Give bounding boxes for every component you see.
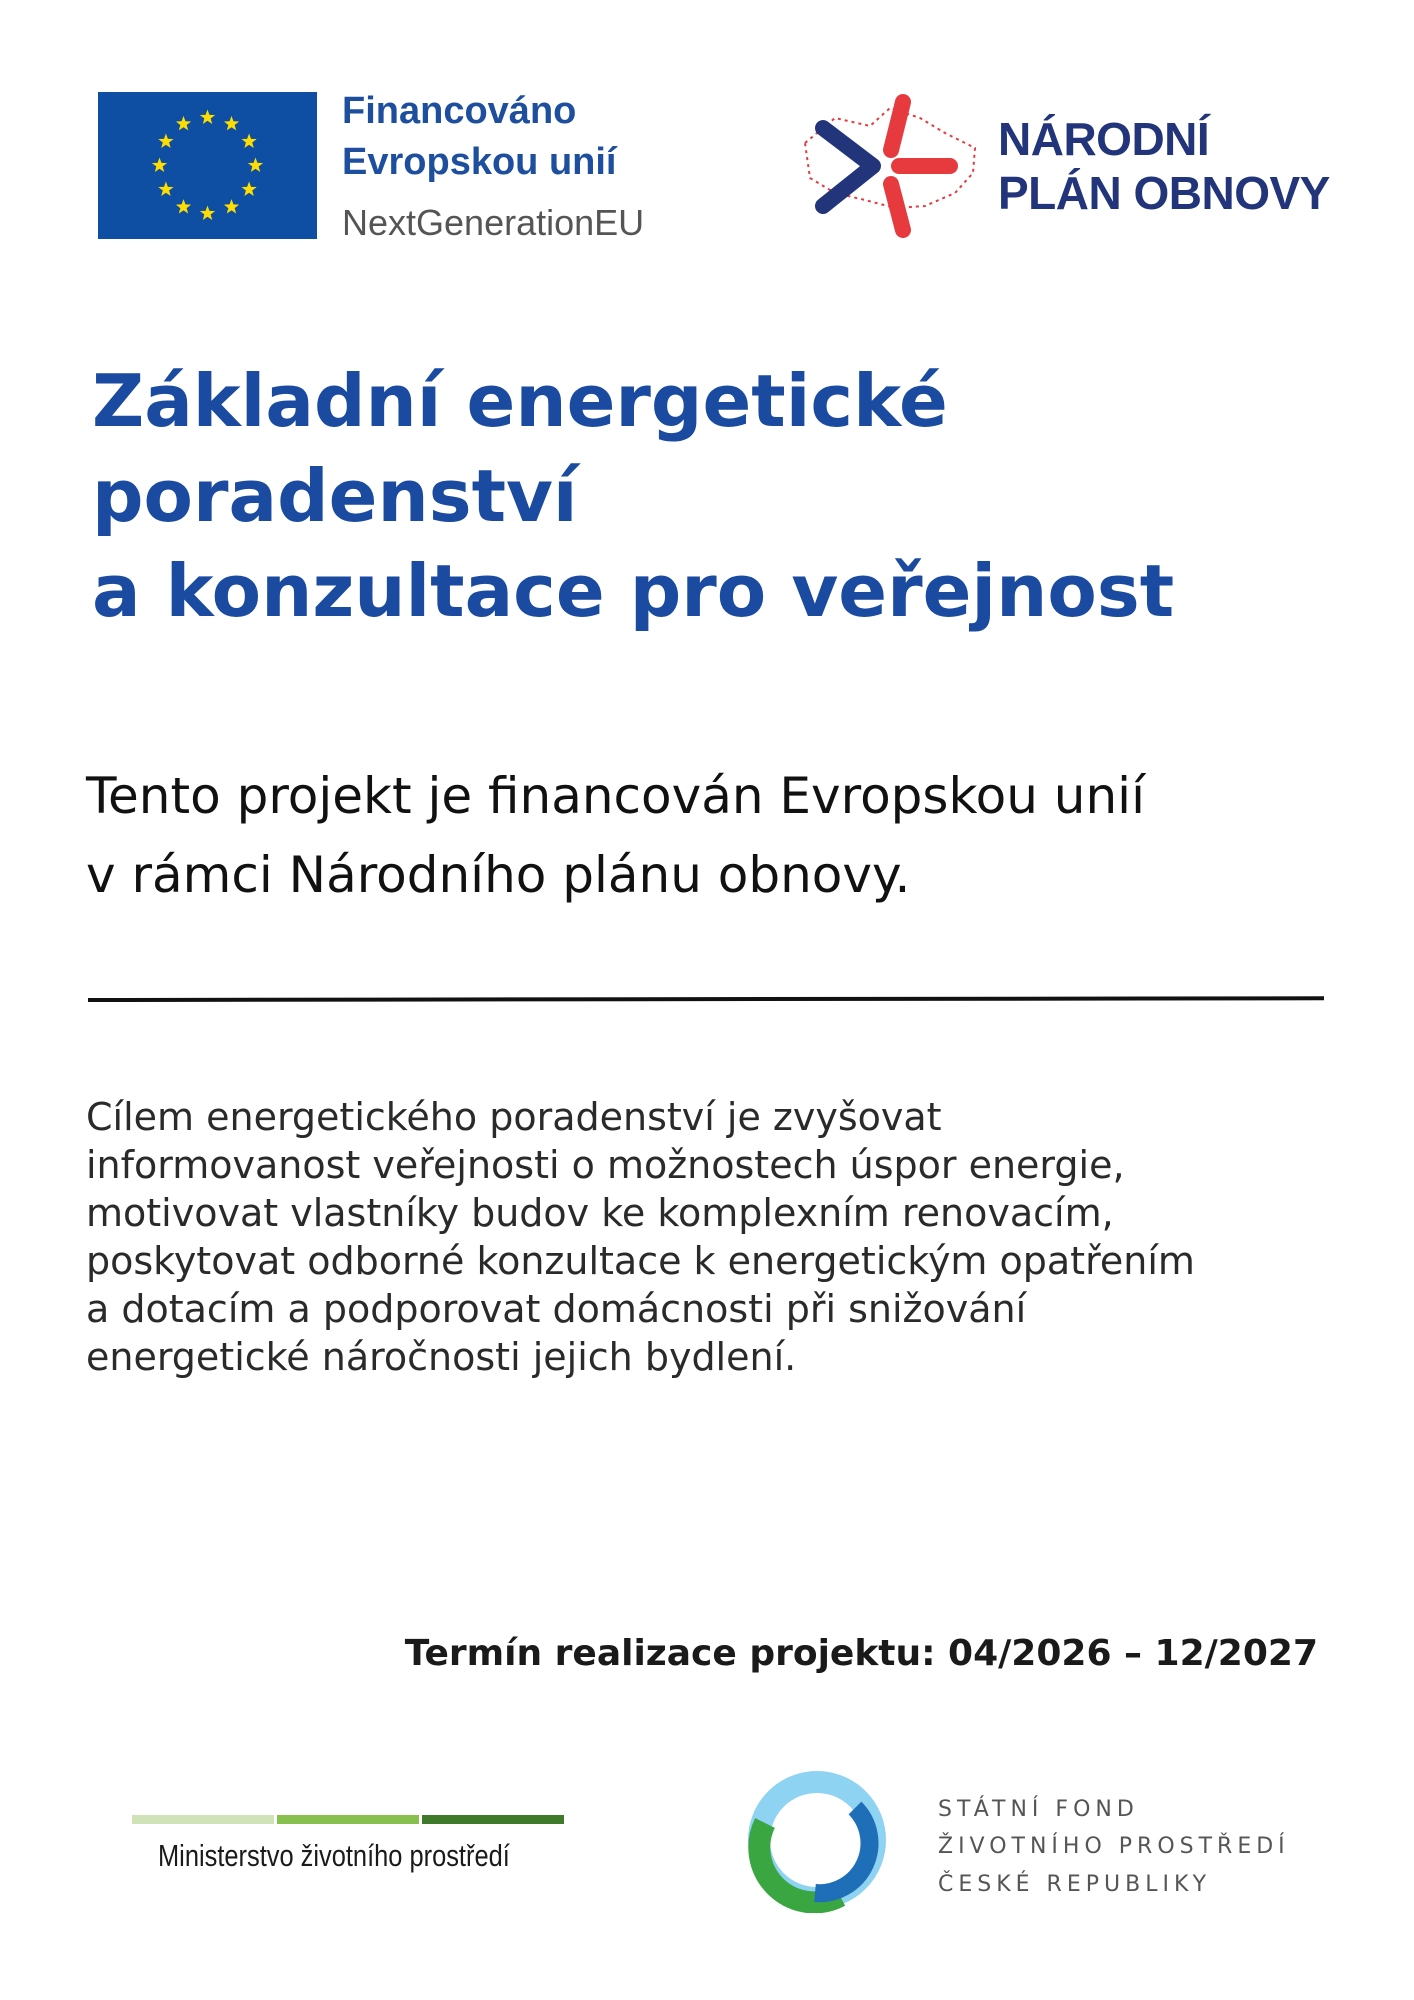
ministry-logo-bar [422, 1815, 564, 1824]
project-term: Termín realizace projektu: 04/2026 – 12/2027 [404, 1633, 1318, 1674]
sfzp-logo-line2: ŽIVOTNÍHO PROSTŘEDÍ [938, 1834, 1290, 1859]
description-line: motivovat vlastníky budov ke komplexním renovacím, [86, 1191, 1114, 1235]
project-description [86, 1093, 1346, 1381]
eu-stars-icon [98, 92, 317, 239]
description-line: informovanost veřejnosti o možnostech úspor energie, [86, 1143, 1125, 1187]
description-line: poskytovat odborné konzultace k energetickým opatřením [86, 1239, 1195, 1283]
sfzp-logo-line1: STÁTNÍ FOND [938, 1797, 1139, 1822]
eu-logo-line1: Financováno [342, 90, 577, 132]
funding-statement-line-1: Tento projekt je financován Evropskou unií [86, 767, 1145, 825]
ministry-logo-bar [132, 1815, 274, 1824]
funding-statement-line-2: v rámci Národního plánu obnovy. [86, 846, 911, 904]
npo-logo-line1: NÁRODNÍ [998, 113, 1210, 165]
description-line: energetické náročnosti jejich bydlení. [86, 1335, 797, 1379]
title-line-1: Základní energetické [92, 359, 948, 443]
npo-logo-line2: PLÁN OBNOVY [998, 167, 1330, 219]
eu-logo-line2: Evropskou unií [342, 141, 617, 183]
eu-logo-line3: NextGenerationEU [342, 202, 645, 243]
eu-flag-logo [98, 92, 317, 239]
title-line-3: a konzultace pro veřejnost [92, 549, 1175, 633]
title-line-2: poradenství [92, 454, 578, 538]
description-line: a dotacím a podporovat domácnosti při snižování [86, 1287, 1027, 1331]
ministry-logo-text: Ministerstvo životního prostředí [158, 1838, 510, 1873]
divider [88, 996, 1324, 1002]
ministry-logo-bar [277, 1815, 419, 1824]
sfzp-logo-mark-icon [745, 1768, 890, 1913]
sfzp-logo-line3: ČESKÉ REPUBLIKY [938, 1872, 1212, 1897]
npo-logo-mark-icon [795, 88, 985, 243]
description-line: Cílem energetického poradenství je zvyšovat [86, 1095, 942, 1139]
